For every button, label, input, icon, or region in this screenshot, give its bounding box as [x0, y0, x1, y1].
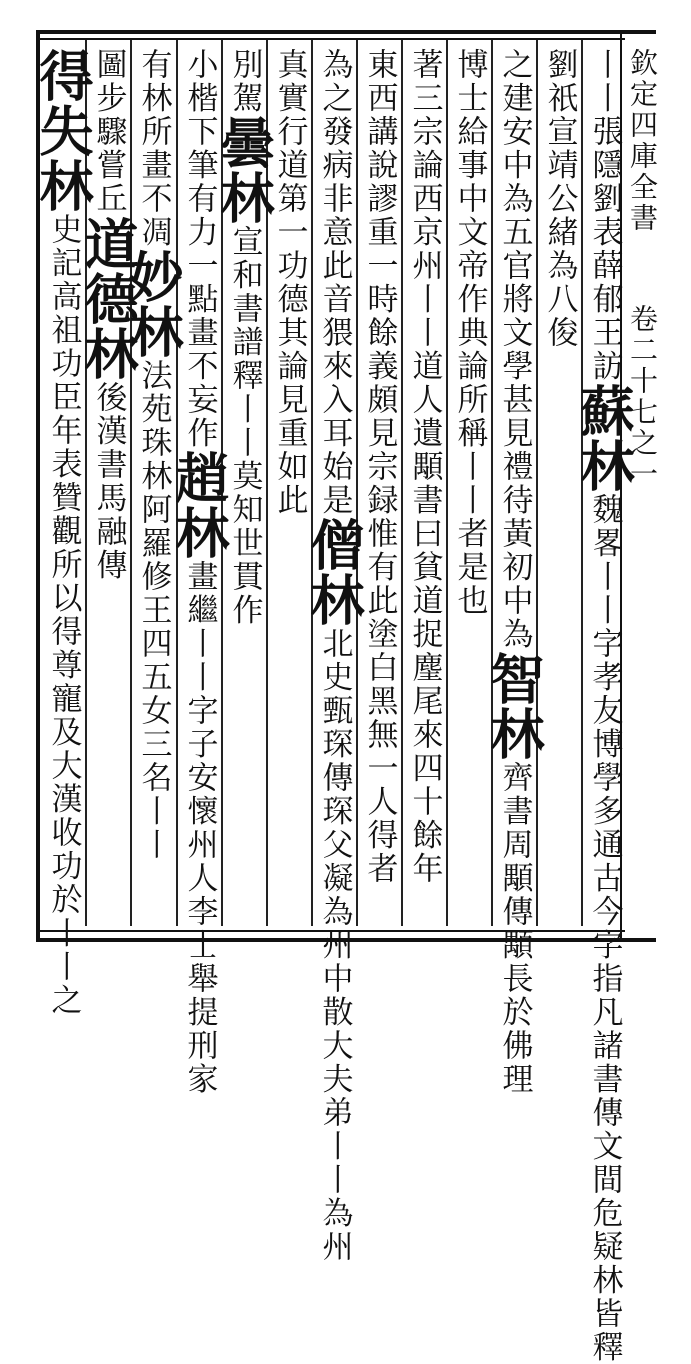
- entry-note: 北史甄琛傳琛父凝為州中散大夫弟丨丨為州: [316, 627, 353, 1264]
- entry-heading: 趙林: [167, 450, 231, 560]
- entry-heading: 道德林: [76, 215, 140, 381]
- text-column-7: [302, 48, 366, 1264]
- entry-note: 畫繼丨丨字子安懷州人李士舉提刑家: [181, 560, 218, 1096]
- entry-heading: 蘇林: [572, 383, 636, 493]
- text-column-13: [31, 48, 95, 1017]
- column-text: 真實行道第一功德其論見重如此: [271, 48, 308, 517]
- text-column-4: [447, 48, 491, 923]
- entry-heading: 智林: [482, 651, 546, 761]
- column-text: 東西講說謬重一時餘義頗見宗録惟有此塗白黑無一人得者: [361, 48, 398, 886]
- column-text: 為之發病非意此音猥來入耳始是: [316, 48, 353, 517]
- entry-note: 法苑珠林阿羅修王四五女三名丨丨: [135, 359, 172, 862]
- column-text: 丨丨張隱劉表薛郁王訪: [586, 48, 623, 383]
- entry-heading: 僧林: [302, 517, 366, 627]
- column-text: 大漢收功於丨丨之: [45, 749, 82, 1017]
- volume-label: 卷二十七之一: [626, 304, 659, 490]
- top-border: [36, 30, 656, 34]
- column-text: 劉祇宣靖公緒為八俊: [541, 48, 578, 350]
- column-text: 著三宗論西京州丨丨道人遺顒書曰貧道捉麈尾來四十餘年: [406, 48, 443, 886]
- column-text: 之建安中為五官將文學甚見禮待黃初中為: [496, 48, 533, 651]
- book-title: 欽定四庫全書: [626, 48, 659, 234]
- text-column-1: [572, 48, 636, 1364]
- column-text: 圖步驟嘗丘: [90, 48, 127, 216]
- column-text: 別駕: [226, 48, 263, 115]
- entry-heading: 妙林: [121, 249, 185, 359]
- text-column-6: [357, 48, 401, 923]
- column-text: 博士給事中文帝作典論所稱丨丨者是也: [451, 48, 488, 618]
- text-column-10: [167, 48, 231, 1096]
- entry-note: 魏畧丨丨字孝友博學多通古今字指凡諸書傳文間危疑林皆釋: [586, 493, 623, 1364]
- entry-heading: 曇林: [212, 115, 276, 225]
- entry-heading: 得失林: [31, 48, 95, 213]
- entry-note: 後漢書馬融傳: [90, 380, 127, 582]
- text-column-3: [482, 48, 546, 1096]
- text-column-5: [402, 48, 446, 923]
- entry-note: 史記高祖功臣年表贊觀所以得尊寵及: [45, 213, 82, 749]
- column-text: 有林所畫不凋: [135, 48, 172, 249]
- column-text: 小楷下筆有力一點畫不妄作: [181, 48, 218, 450]
- entry-note: 齊書周顒傳顒長於佛理: [496, 761, 533, 1096]
- entry-note: 宣和書譜釋丨丨莫知世貫作: [226, 225, 263, 627]
- text-column-2: [537, 48, 581, 923]
- text-column-11: [121, 48, 185, 923]
